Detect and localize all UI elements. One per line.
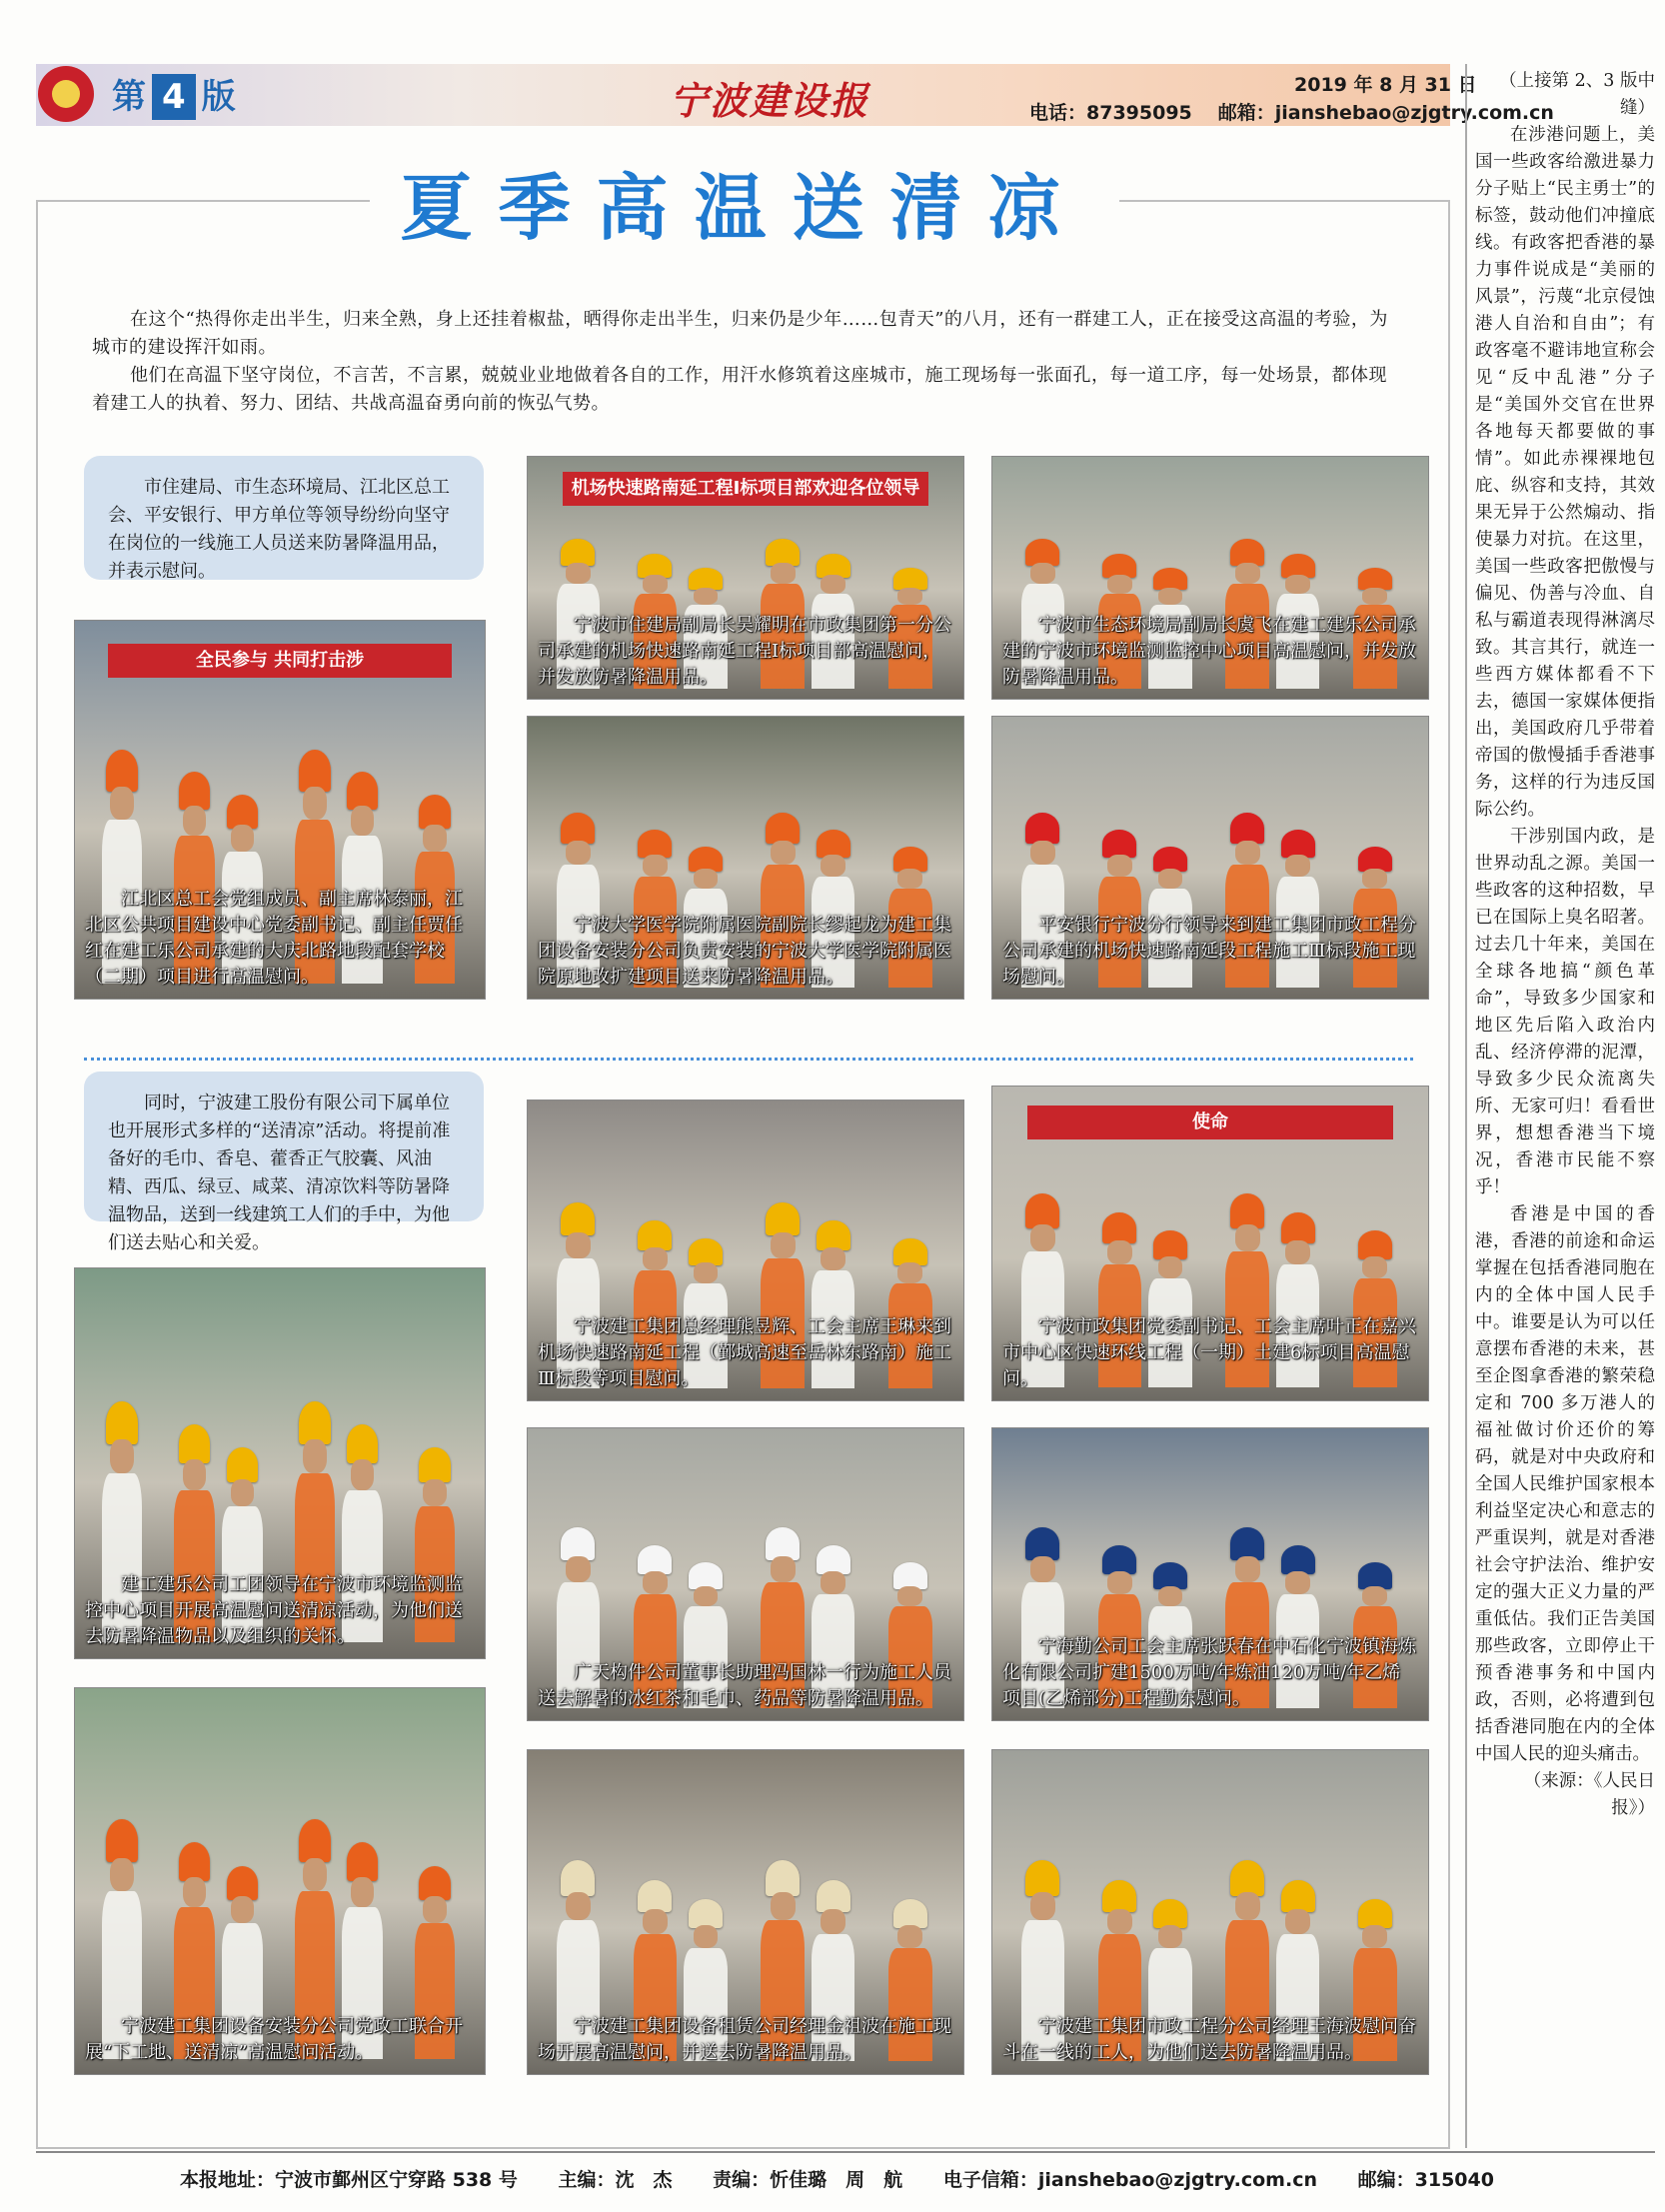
footer-responsible-editor: 责编：忻佳璐 周 航 xyxy=(713,2169,903,2191)
news-photo xyxy=(527,1427,964,1721)
section-divider xyxy=(84,1058,1413,1061)
photo-caption: 宁波建工集团总经理熊昱辉、工会主席王琳来到机场快速路南延工程（鄞城高速至岳林东路南）施工Ⅲ标段等项目慰问。 xyxy=(538,1316,951,1389)
news-photo xyxy=(991,1427,1429,1721)
photo-banner: 全民参与 共同打击涉 xyxy=(108,644,452,678)
photo-caption: 宁波市政集团党委副书记、工会主席叶正在嘉兴市中心区快速环线工程（一期）土建6标项目高温慰问。 xyxy=(1002,1316,1416,1389)
photo-caption: 平安银行宁波分行领导来到建工集团市政工程分公司承建的机场快速路南延段工程施工Ⅲ标段施工现场慰问。 xyxy=(1002,915,1416,988)
photo-caption: 宁海勤公司工会主席张跃春在中石化宁波镇海炼化有限公司扩建1500万吨/年炼油120万吨/年乙烯项目(乙烯部分)工程勤东慰问。 xyxy=(1002,1636,1416,1709)
note-box: 市住建局、市生态环境局、江北区总工会、平安银行、甲方单位等领导纷纷向坚守在岗位的一线施工人员送来防暑降温用品，并表示慰问。 xyxy=(84,456,484,580)
intro-text xyxy=(92,306,1391,418)
news-photo xyxy=(74,620,486,1000)
page-title: 夏季高温送清凉 xyxy=(400,165,1086,250)
footer-address: 本报地址：宁波市鄞州区宁穿路 538 号 xyxy=(180,2169,518,2191)
photo-caption: 宁波大学医学院附属医院副院长缪起龙为建工集团设备安装分公司负责安装的宁波大学医学院附属医院原地改扩建项目送来防暑降温用品。 xyxy=(538,915,951,988)
news-photo xyxy=(74,1267,486,1659)
intro-paragraph: 他们在高温下坚守岗位，不言苦，不言累，兢兢业业地做着各自的工作，用汗水修筑着这座城市，施工现场每一张面孔，每一道工序，每一处场景，都体现着建工人的执着、努力、团结、共战高温奋勇向前的恢弘气势。 xyxy=(92,365,1387,414)
masthead: 宁波建设报 xyxy=(670,78,870,123)
column-rule xyxy=(1465,64,1467,2148)
note-box: 同时，宁波建工股份有限公司下属单位也开展形式多样的“送清凉”活动。将提前准备好的毛巾、香皂、藿香正气胶囊、风油精、西瓜、绿豆、咸菜、清凉饮料等防暑降温物品，送到一线建筑工人们的手中，为他们送去贴心和关爱。 xyxy=(84,1072,484,1221)
news-photo xyxy=(991,1086,1429,1401)
continued-note: （上接第 2、3 版中缝） xyxy=(1499,71,1655,118)
article-source: （来源：《人民日报》） xyxy=(1523,1771,1655,1818)
side-column-article xyxy=(1475,68,1655,1822)
page-number-label: 第 4 版 xyxy=(104,70,244,124)
issue-date: 2019 年 8 月 31 日 xyxy=(1294,74,1477,96)
photo-caption: 宁波建工集团市政工程分公司经理王海波慰问奋斗在一线的工人，为他们送去防暑降温用品。 xyxy=(1002,2016,1416,2063)
footer-postcode: 邮编：315040 xyxy=(1357,2169,1494,2191)
photo-caption: 宁波市住建局副局长吴耀明在市政集团第一分公司承建的机场快速路南延工程Ⅰ标项目部高温慰问，并发放防暑降温用品。 xyxy=(538,615,951,688)
photo-caption: 建工建乐公司工团领导在宁波市环境监测监控中心项目开展高温慰问送清凉活动，为他们送去防暑降温物品以及组织的关怀。 xyxy=(85,1574,463,1647)
footer-email: 电子信箱：jianshebao@zjgtry.com.cn xyxy=(942,2169,1317,2191)
news-photo xyxy=(527,1749,964,2075)
news-photo xyxy=(527,716,964,1000)
article-paragraph: 干涉别国内政，是世界动乱之源。美国一些政客的这种招数，早已在国际上臭名昭著。过去几十年来，美国在全球各地搞“颜色革命”，导致多少国家和地区先后陷入政治内乱、经济停滞的泥潭，导致多少民众流离失所、无家可归！看看世界，想想香港当下境况，香港市民能不察乎！ xyxy=(1475,827,1655,1197)
footer-rule xyxy=(36,2151,1655,2153)
news-photo xyxy=(991,716,1429,1000)
header-phone: 电话：87395095 xyxy=(1029,102,1192,124)
photo-banner: 机场快速路南延工程Ⅰ标项目部欢迎各位领导 xyxy=(563,472,928,506)
footer-editor: 主编：沈 杰 xyxy=(558,2169,673,2191)
newspaper-logo-icon xyxy=(38,66,94,122)
footer xyxy=(180,2165,1528,2192)
photo-caption: 宁波建工集团设备安装分公司党政工联合开展“下工地、送清凉”高温慰问活动。 xyxy=(85,2016,463,2063)
news-photo xyxy=(527,456,964,700)
photo-caption: 江北区总工会党组成员、副主席林泰丽，江北区公共项目建设中心党委副书记、副主任贾任红在建工乐公司承建的大庆北路地段配套学校（二期）项目进行高温慰问。 xyxy=(85,889,463,988)
photo-caption: 宁波建工集团设备租赁公司经理金祖波在施工现场开展高温慰问，并送去防暑降温用品。 xyxy=(538,2016,951,2063)
news-photo xyxy=(527,1100,964,1401)
header-email: 邮箱：jianshebao@zjgtry.com.cn xyxy=(1217,102,1554,124)
photo-caption: 宁波市生态环境局副局长虞飞在建工建乐公司承建的宁波市环境监测监控中心项目高温慰问，并发放防暑降温用品。 xyxy=(1002,615,1416,688)
intro-paragraph: 在这个“热得你走出半生，归来全熟，身上还挂着椒盐，晒得你走出半生，归来仍是少年……包青天”的八月，还有一群建工人，正在接受这高温的考验，为城市的建设挥汗如雨。 xyxy=(92,309,1388,358)
photo-caption: 广天构件公司董事长助理冯国林一行为施工人员送去解暑的冰红茶和毛巾、药品等防暑降温用品。 xyxy=(538,1662,951,1709)
photo-banner: 使命 xyxy=(1027,1106,1393,1139)
article-paragraph: 香港是中国的香港，香港的前途和命运掌握在包括香港同胞在内的全体中国人民手中。谁要是认为可以任意摆布香港的未来，甚至企图拿香港的繁荣稳定和 700 多万港人的福祉做讨价还价的筹码，就是对中央政府和全国人民维护国家根本利益坚定决心和意志的严重误判，就是对香港社会守护法治、维护安定的强大正义力量的严重低估。我们正告美国那些政客，立即停止干预香港事务和中国内政，否则，必将遭到包括香港同胞在内的全体中国人民的迎头痛击。 xyxy=(1475,1204,1655,1764)
news-photo xyxy=(991,456,1429,700)
news-photo xyxy=(991,1749,1429,2075)
news-photo xyxy=(74,1687,486,2075)
article-paragraph: 在涉港问题上，美国一些政客给激进暴力分子贴上“民主勇士”的标签，鼓动他们冲撞底线。有政客把香港的暴力事件说成是“美丽的风景”，污蔑“北京侵蚀港人自治和自由”；有政客毫不避讳地宣称会见“反中乱港”分子是“美国外交官在世界各地每天都要做的事情”。如此赤裸裸地包庇、纵容和支持，其效果无异于公然煽动、指使暴力对抗。在这里，美国一些政客把傲慢与偏见、伪善与冷血、自私与霸道表现得淋漓尽致。其言其行，就连一些西方媒体都看不下去，德国一家媒体便指出，美国政府几乎带着帝国的傲慢插手香港事务，这样的行为违反国际公约。 xyxy=(1475,125,1655,820)
